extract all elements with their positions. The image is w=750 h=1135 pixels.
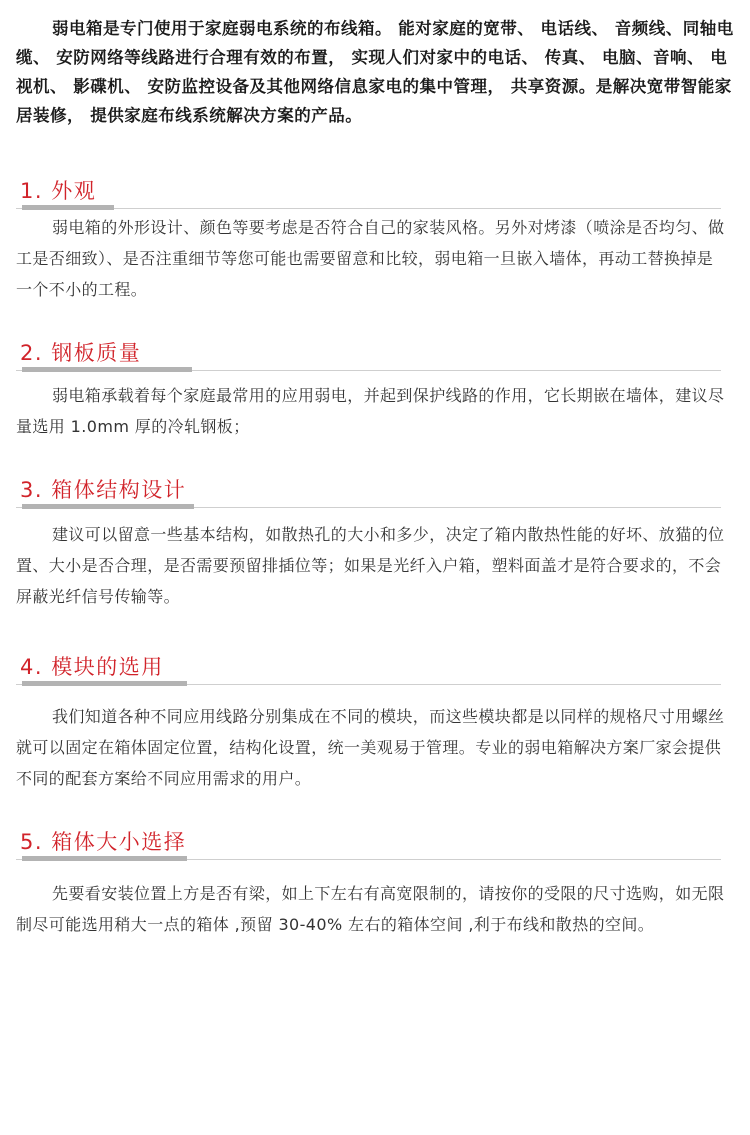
section-2-body <box>16 380 728 442</box>
heading-underline-bar <box>22 681 187 686</box>
section-4-heading <box>16 652 721 686</box>
intro-text: 弱电箱是专门使用于家庭弱电系统的布线箱。 能对家庭的宽带、 电话线、 音频线、同轴电缆、 安防网络等线路进行合理有效的布置， 实现人们对家中的电话、 传真、 电脑、音响、 电视机、 影碟机、 安防监控设备及其他网络信息家电的集中管理， 共享资源。是解决宽带智能家居装修， 提供家庭布线系统解决方案的产品。 <box>16 19 734 125</box>
section-5-text: 先要看安装位置上方是否有梁，如上下左右有高宽限制的，请按你的受限的尺寸选购，如无限制尽可能选用稍大一点的箱体 ,预留 30-40% 左右的箱体空间 ,利于布线和散热的空间。 <box>16 884 725 934</box>
section-1-body <box>16 212 728 305</box>
section-1-heading <box>16 176 721 210</box>
section-3-text: 建议可以留意一些基本结构，如散热孔的大小和多少，决定了箱内散热性能的好坏、放猫的位置、大小是否合理，是否需要预留排插位等；如果是光纤入户箱，塑料面盖才是符合要求的，不会屏蔽光纤信号传输等。 <box>16 525 725 606</box>
heading-underline-bar <box>22 504 194 509</box>
section-3-title: 3. 箱体结构设计 <box>20 478 187 502</box>
section-5-heading <box>16 827 721 861</box>
section-5-body <box>16 878 728 940</box>
section-1-title: 1. 外观 <box>20 179 97 203</box>
section-3-heading <box>16 475 721 509</box>
section-3-body <box>16 519 728 612</box>
heading-underline-bar <box>22 205 114 210</box>
heading-underline-bar <box>22 856 187 861</box>
section-2-title: 2. 钢板质量 <box>20 341 142 365</box>
section-2-heading <box>16 338 721 372</box>
intro-paragraph <box>16 14 738 130</box>
section-2-text: 弱电箱承载着每个家庭最常用的应用弱电，并起到保护线路的作用，它长期嵌在墙体，建议尽量选用 1.0mm 厚的冷轧钢板； <box>16 386 725 436</box>
section-1-text: 弱电箱的外形设计、颜色等要考虑是否符合自己的家装风格。另外对烤漆（喷涂是否均匀、做工是否细致）、是否注重细节等您可能也需要留意和比较，弱电箱一旦嵌入墙体，再动工替换掉是一个不小的工程。 <box>16 218 725 299</box>
section-4-body <box>16 701 728 794</box>
section-5-title: 5. 箱体大小选择 <box>20 830 187 854</box>
section-4-title: 4. 模块的选用 <box>20 655 164 679</box>
heading-underline-bar <box>22 367 192 372</box>
section-4-text: 我们知道各种不同应用线路分别集成在不同的模块，而这些模块都是以同样的规格尺寸用螺丝就可以固定在箱体固定位置，结构化设置，统一美观易于管理。专业的弱电箱解决方案厂家会提供不同的配套方案给不同应用需求的用户。 <box>16 707 725 788</box>
heading-divider <box>16 208 721 209</box>
